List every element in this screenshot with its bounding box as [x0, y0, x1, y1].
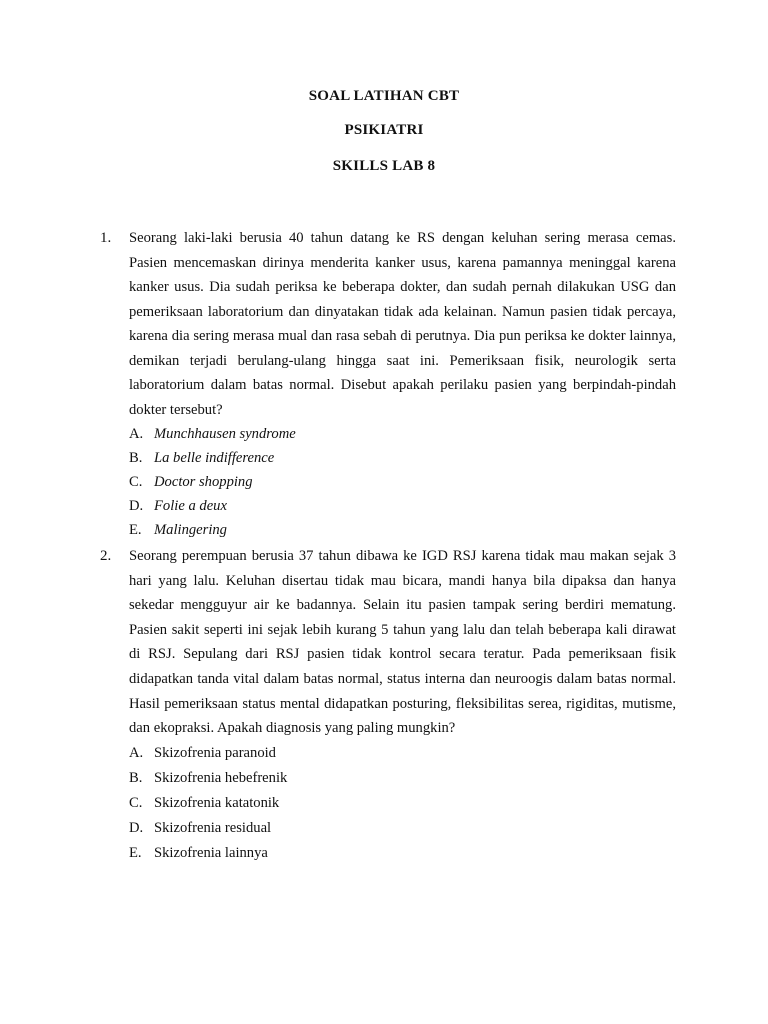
option-text: Doctor shopping: [154, 474, 253, 490]
option-letter: D.: [129, 819, 144, 836]
option-e: [129, 841, 676, 866]
option-a: [129, 741, 676, 766]
option-text: Skizofrenia hebefrenik: [154, 769, 288, 786]
question-2: [100, 544, 676, 866]
document-subtitle: PSIKIATRI: [344, 122, 424, 138]
option-letter: B.: [129, 769, 143, 786]
answer-options: [129, 741, 676, 866]
option-text: La belle indifference: [154, 450, 275, 466]
option-text: Skizofrenia residual: [154, 819, 272, 836]
option-letter: D.: [129, 498, 144, 514]
option-text: Skizofrenia paranoid: [154, 744, 276, 761]
option-d: [129, 494, 676, 518]
option-letter: C.: [129, 794, 143, 811]
option-text: Folie a deux: [154, 498, 227, 514]
option-d: [129, 816, 676, 841]
option-c: [129, 470, 676, 494]
option-text: Malingering: [154, 522, 227, 538]
question-text: Seorang laki-laki berusia 40 tahun datang ke RS dengan keluhan sering merasa cemas. Pasien mencemaskan dirinya menderita kanker usus, karena pamannya meninggal karena kanker usus. Dia sudah periksa ke beberapa dokter, dan sudah pernah dilakukan USG dan pemeriksaan laboratorium dan dinyatakan tidak ada kelainan. Namun pasien tidak percaya, karena dia sering merasa mual dan rasa sebah di perutnya. Dia pun periksa ke dokter lainnya, demikan terjadi berulang-ulang hingga saat ini. Pemeriksaan fisik, neurologik serta laboratorium dalam batas normal. Disebut apakah perilaku pasien yang berpindah-pindah dokter tersebut?: [129, 230, 676, 418]
answer-options: [129, 422, 676, 542]
option-text: Skizofrenia lainnya: [154, 844, 268, 861]
option-b: [129, 446, 676, 470]
question-text: Seorang perempuan berusia 37 tahun dibawa ke IGD RSJ karena tidak mau makan sejak 3 hari yang lalu. Keluhan disertau tidak mau bicara, mandi hanya bila dipaksa dan hanya sekedar mengguyur air ke badannya. Selain itu pasien tampak sering berdiri mematung. Pasien sakit seperti ini sejak lebih kurang 5 tahun yang lalu dan telah beberapa kali dirawat di RSJ. Sepulang dari RSJ pasien tidak kontrol secara teratur. Pada pemeriksaan fisik didapatkan tanda vital dalam batas normal, status interna dan neuroogis dalam batas normal. Hasil pemeriksaan status mental didapatkan posturing, fleksibilitas serea, rigiditas, mutisme, dan ekopraksi. Apakah diagnosis yang paling mungkin?: [129, 548, 676, 737]
option-letter: B.: [129, 450, 143, 466]
option-letter: C.: [129, 474, 143, 490]
option-letter: E.: [129, 522, 142, 538]
option-letter: A.: [129, 744, 144, 761]
option-e: [129, 518, 676, 542]
option-letter: A.: [129, 426, 144, 442]
document-section: SKILLS LAB 8: [332, 158, 436, 174]
option-text: Skizofrenia katatonik: [154, 794, 280, 811]
option-text: Munchhausen syndrome: [154, 426, 296, 442]
option-a: [129, 422, 676, 446]
question-1: [100, 226, 676, 542]
option-c: [129, 791, 676, 816]
document-title: SOAL LATIHAN CBT: [308, 88, 460, 104]
option-b: [129, 766, 676, 791]
option-letter: E.: [129, 844, 142, 861]
question-number: 2.: [100, 548, 112, 564]
question-number: 1.: [100, 230, 112, 246]
